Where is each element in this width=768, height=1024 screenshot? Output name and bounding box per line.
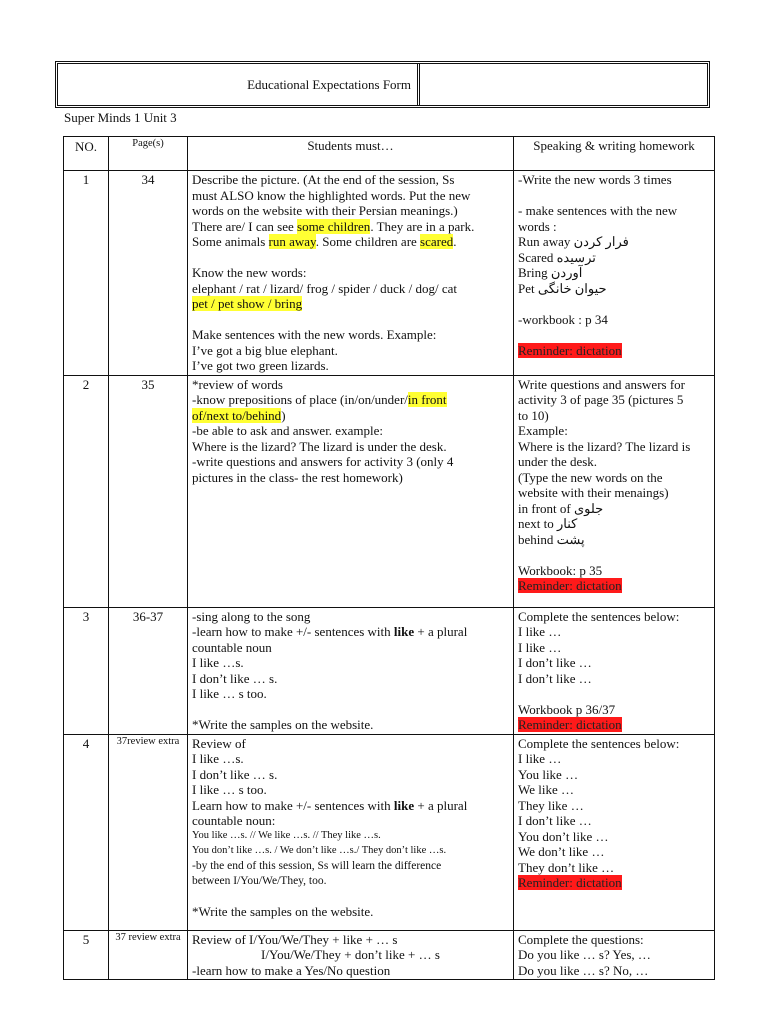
text-fragment: + a plural xyxy=(414,797,468,813)
text-line: *Write the samples on the website. xyxy=(192,717,374,732)
text-line: to 10) xyxy=(518,407,549,423)
text-line xyxy=(518,578,710,594)
text-fragment: . Some children are xyxy=(315,234,421,249)
homework-cell xyxy=(514,734,715,930)
text-line: Do you like … s? No, … xyxy=(518,962,649,978)
row-number: 2 xyxy=(64,375,109,607)
table-row xyxy=(64,171,715,376)
row-number: 3 xyxy=(64,607,109,734)
row-pages: 37 review extra xyxy=(109,930,188,980)
form-header-right-cell xyxy=(420,64,707,105)
text-line xyxy=(192,219,509,235)
text-line: Complete the sentences below: xyxy=(518,735,680,751)
text-line xyxy=(518,343,710,359)
bold-word: like xyxy=(393,624,415,639)
text-line: I don’t like … xyxy=(518,670,592,686)
text-line: I’ve got two green lizards. xyxy=(192,358,329,373)
text-fragment: ) xyxy=(281,407,286,423)
text-line: Know the new words: xyxy=(192,265,307,280)
header-no: NO. xyxy=(64,137,109,171)
text-line: I like … xyxy=(518,624,562,639)
text-fragment: + a plural xyxy=(414,624,468,639)
text-line: I like … s too. xyxy=(192,686,267,701)
row-pages: 36-37 xyxy=(109,607,188,734)
text-line: Bring آوردن xyxy=(518,265,583,280)
text-line: Review of I/You/We/They + like + … s xyxy=(192,931,398,947)
text-line: You don’t like …s. / We don’t like …s./ They don’t like …s. xyxy=(192,844,447,856)
text-line xyxy=(192,408,509,424)
row-number: 4 xyxy=(64,734,109,930)
text-line: I like …s. xyxy=(192,655,244,670)
bold-word: like xyxy=(393,797,415,813)
reminder-badge: Reminder: dictation xyxy=(518,578,622,593)
text-line xyxy=(192,798,509,814)
text-line: -Write the new words 3 times xyxy=(518,172,672,187)
text-fragment: -know prepositions of place (in/on/under/ xyxy=(192,392,408,407)
spacer xyxy=(518,547,710,563)
text-line: Describe the picture. (At the end of the session, Ss xyxy=(192,172,455,187)
text-line: -workbook : p 34 xyxy=(518,311,608,327)
spacer xyxy=(518,188,710,204)
text-line: words on the website with their Persian meanings.) xyxy=(192,203,458,218)
text-fragment: . They are in a park. xyxy=(370,218,475,234)
text-line: Pet حیوان خانگی xyxy=(518,280,607,296)
text-line: activity 3 of page 35 (pictures 5 xyxy=(518,392,684,407)
text-line: You like … xyxy=(518,766,579,782)
highlighted-word: pet / pet show / bring xyxy=(192,296,303,311)
text-line: I don’t like … s. xyxy=(192,766,278,782)
highlighted-word: of/next to/behind xyxy=(192,407,282,423)
text-line: website with their menaings) xyxy=(518,485,669,500)
text-line: countable noun xyxy=(192,639,272,655)
header-pages: Page(s) xyxy=(109,137,188,171)
text-line xyxy=(518,875,710,891)
text-line: Workbook: p 35 xyxy=(518,562,603,578)
table-header-row xyxy=(64,137,715,171)
spacer xyxy=(192,250,509,266)
spacer xyxy=(192,702,509,718)
spacer xyxy=(518,686,710,702)
text-line: -by the end of this session, Ss will learn the difference xyxy=(192,859,442,872)
text-line: Workbook p 36/37 xyxy=(518,701,616,717)
text-line: We like … xyxy=(518,782,574,797)
spacer xyxy=(518,296,710,312)
text-line: under the desk. xyxy=(518,454,598,469)
text-line: -write questions and answers for activity 3 (only 4 xyxy=(192,454,454,469)
spacer xyxy=(192,312,509,328)
table-row xyxy=(64,375,715,607)
students-cell xyxy=(188,375,514,607)
text-line: Run away فرار کردن xyxy=(518,234,629,249)
text-line: Review of xyxy=(192,735,246,751)
text-line: - make sentences with the new xyxy=(518,203,678,218)
text-line: I like … xyxy=(518,751,562,766)
form-header xyxy=(55,61,710,108)
text-line: pictures in the class- the rest homework) xyxy=(192,469,403,485)
text-line: Where is the lizard? The lizard is xyxy=(518,438,691,454)
students-cell xyxy=(188,607,514,734)
row-number: 5 xyxy=(64,930,109,980)
text-line: (Type the new words on the xyxy=(518,469,663,485)
text-line: I/You/We/They + don’t like + … s xyxy=(261,947,440,962)
text-line: elephant / rat / lizard/ frog / spider / duck / dog/ cat xyxy=(192,280,457,296)
text-line xyxy=(192,296,509,312)
text-line: behind پشت xyxy=(518,531,585,547)
text-line xyxy=(192,624,509,640)
text-line xyxy=(518,717,710,733)
form-title: Educational Expectations Form xyxy=(58,64,420,105)
text-line xyxy=(192,392,509,408)
text-line: -learn how to make a Yes/No question xyxy=(192,962,391,978)
text-line: *review of words xyxy=(192,376,283,392)
text-line: They like … xyxy=(518,797,584,813)
text-fragment: . xyxy=(453,234,457,249)
text-line: next to کنار xyxy=(518,516,578,531)
table-row xyxy=(64,930,715,980)
row-pages: 35 xyxy=(109,375,188,607)
text-line: We don’t like … xyxy=(518,844,605,859)
text-fragment: Learn how to make +/- sentences with xyxy=(192,797,394,813)
text-line: I’ve got a big blue elephant. xyxy=(192,342,338,358)
text-line xyxy=(192,234,509,250)
text-line: I don’t like … xyxy=(518,813,592,828)
text-line: countable noun: xyxy=(192,813,276,828)
homework-cell xyxy=(514,171,715,376)
spacer xyxy=(192,889,509,905)
text-line: You don’t like … xyxy=(518,828,609,844)
students-cell xyxy=(188,734,514,930)
header-students: Students must… xyxy=(188,137,514,171)
text-line: *Write the samples on the website. xyxy=(192,904,374,919)
text-line: Complete the sentences below: xyxy=(518,608,680,624)
text-line: Do you like … s? Yes, … xyxy=(518,947,651,962)
reminder-badge: Reminder: dictation xyxy=(518,875,622,890)
text-line: You like …s. // We like …s. // They like …s. xyxy=(192,829,381,841)
table-row xyxy=(64,607,715,734)
text-line: Example: xyxy=(518,423,568,438)
unit-subtitle: Super Minds 1 Unit 3 xyxy=(64,110,177,125)
highlighted-word: in front xyxy=(407,392,447,407)
text-line: Make sentences with the new words. Example: xyxy=(192,327,437,342)
row-pages: 34 xyxy=(109,171,188,376)
text-line: I like … s too. xyxy=(192,782,267,797)
text-line: I don’t like … xyxy=(518,655,592,670)
text-line: Where is the lizard? The lizard is under the desk. xyxy=(192,438,447,454)
text-line: -be able to ask and answer. example: xyxy=(192,423,383,438)
text-line: I don’t like … s. xyxy=(192,670,278,686)
expectations-table xyxy=(63,136,715,980)
text-line: Write questions and answers for xyxy=(518,376,685,392)
text-line: I like …s. xyxy=(192,751,244,766)
text-line: Scared ترسیده xyxy=(518,249,596,265)
text-line: I like … xyxy=(518,639,562,655)
reminder-badge: Reminder: dictation xyxy=(518,717,622,732)
row-pages: 37review extra xyxy=(109,734,188,930)
reminder-badge: Reminder: dictation xyxy=(518,342,622,358)
homework-cell xyxy=(514,607,715,734)
highlighted-word: run away xyxy=(268,234,316,249)
text-line: in front of جلوی xyxy=(518,500,604,516)
homework-cell xyxy=(514,375,715,607)
homework-cell xyxy=(514,930,715,980)
highlighted-word: some children xyxy=(297,218,371,234)
students-cell xyxy=(188,171,514,376)
text-line: between I/You/We/They, too. xyxy=(192,874,327,887)
text-line: must ALSO know the highlighted words. Put the new xyxy=(192,187,471,203)
text-fragment: -learn how to make +/- sentences with xyxy=(192,624,394,639)
students-cell xyxy=(188,930,514,980)
text-fragment: Some animals xyxy=(192,234,269,249)
text-line: They don’t like … xyxy=(518,859,615,875)
table-row xyxy=(64,734,715,930)
text-line: Complete the questions: xyxy=(518,931,644,947)
text-line: words : xyxy=(518,218,557,234)
text-line: -sing along to the song xyxy=(192,608,311,624)
highlighted-word: scared xyxy=(420,234,454,249)
text-fragment: There are/ I can see xyxy=(192,218,298,234)
row-number: 1 xyxy=(64,171,109,376)
header-homework: Speaking & writing homework xyxy=(514,137,715,171)
spacer xyxy=(518,327,710,343)
